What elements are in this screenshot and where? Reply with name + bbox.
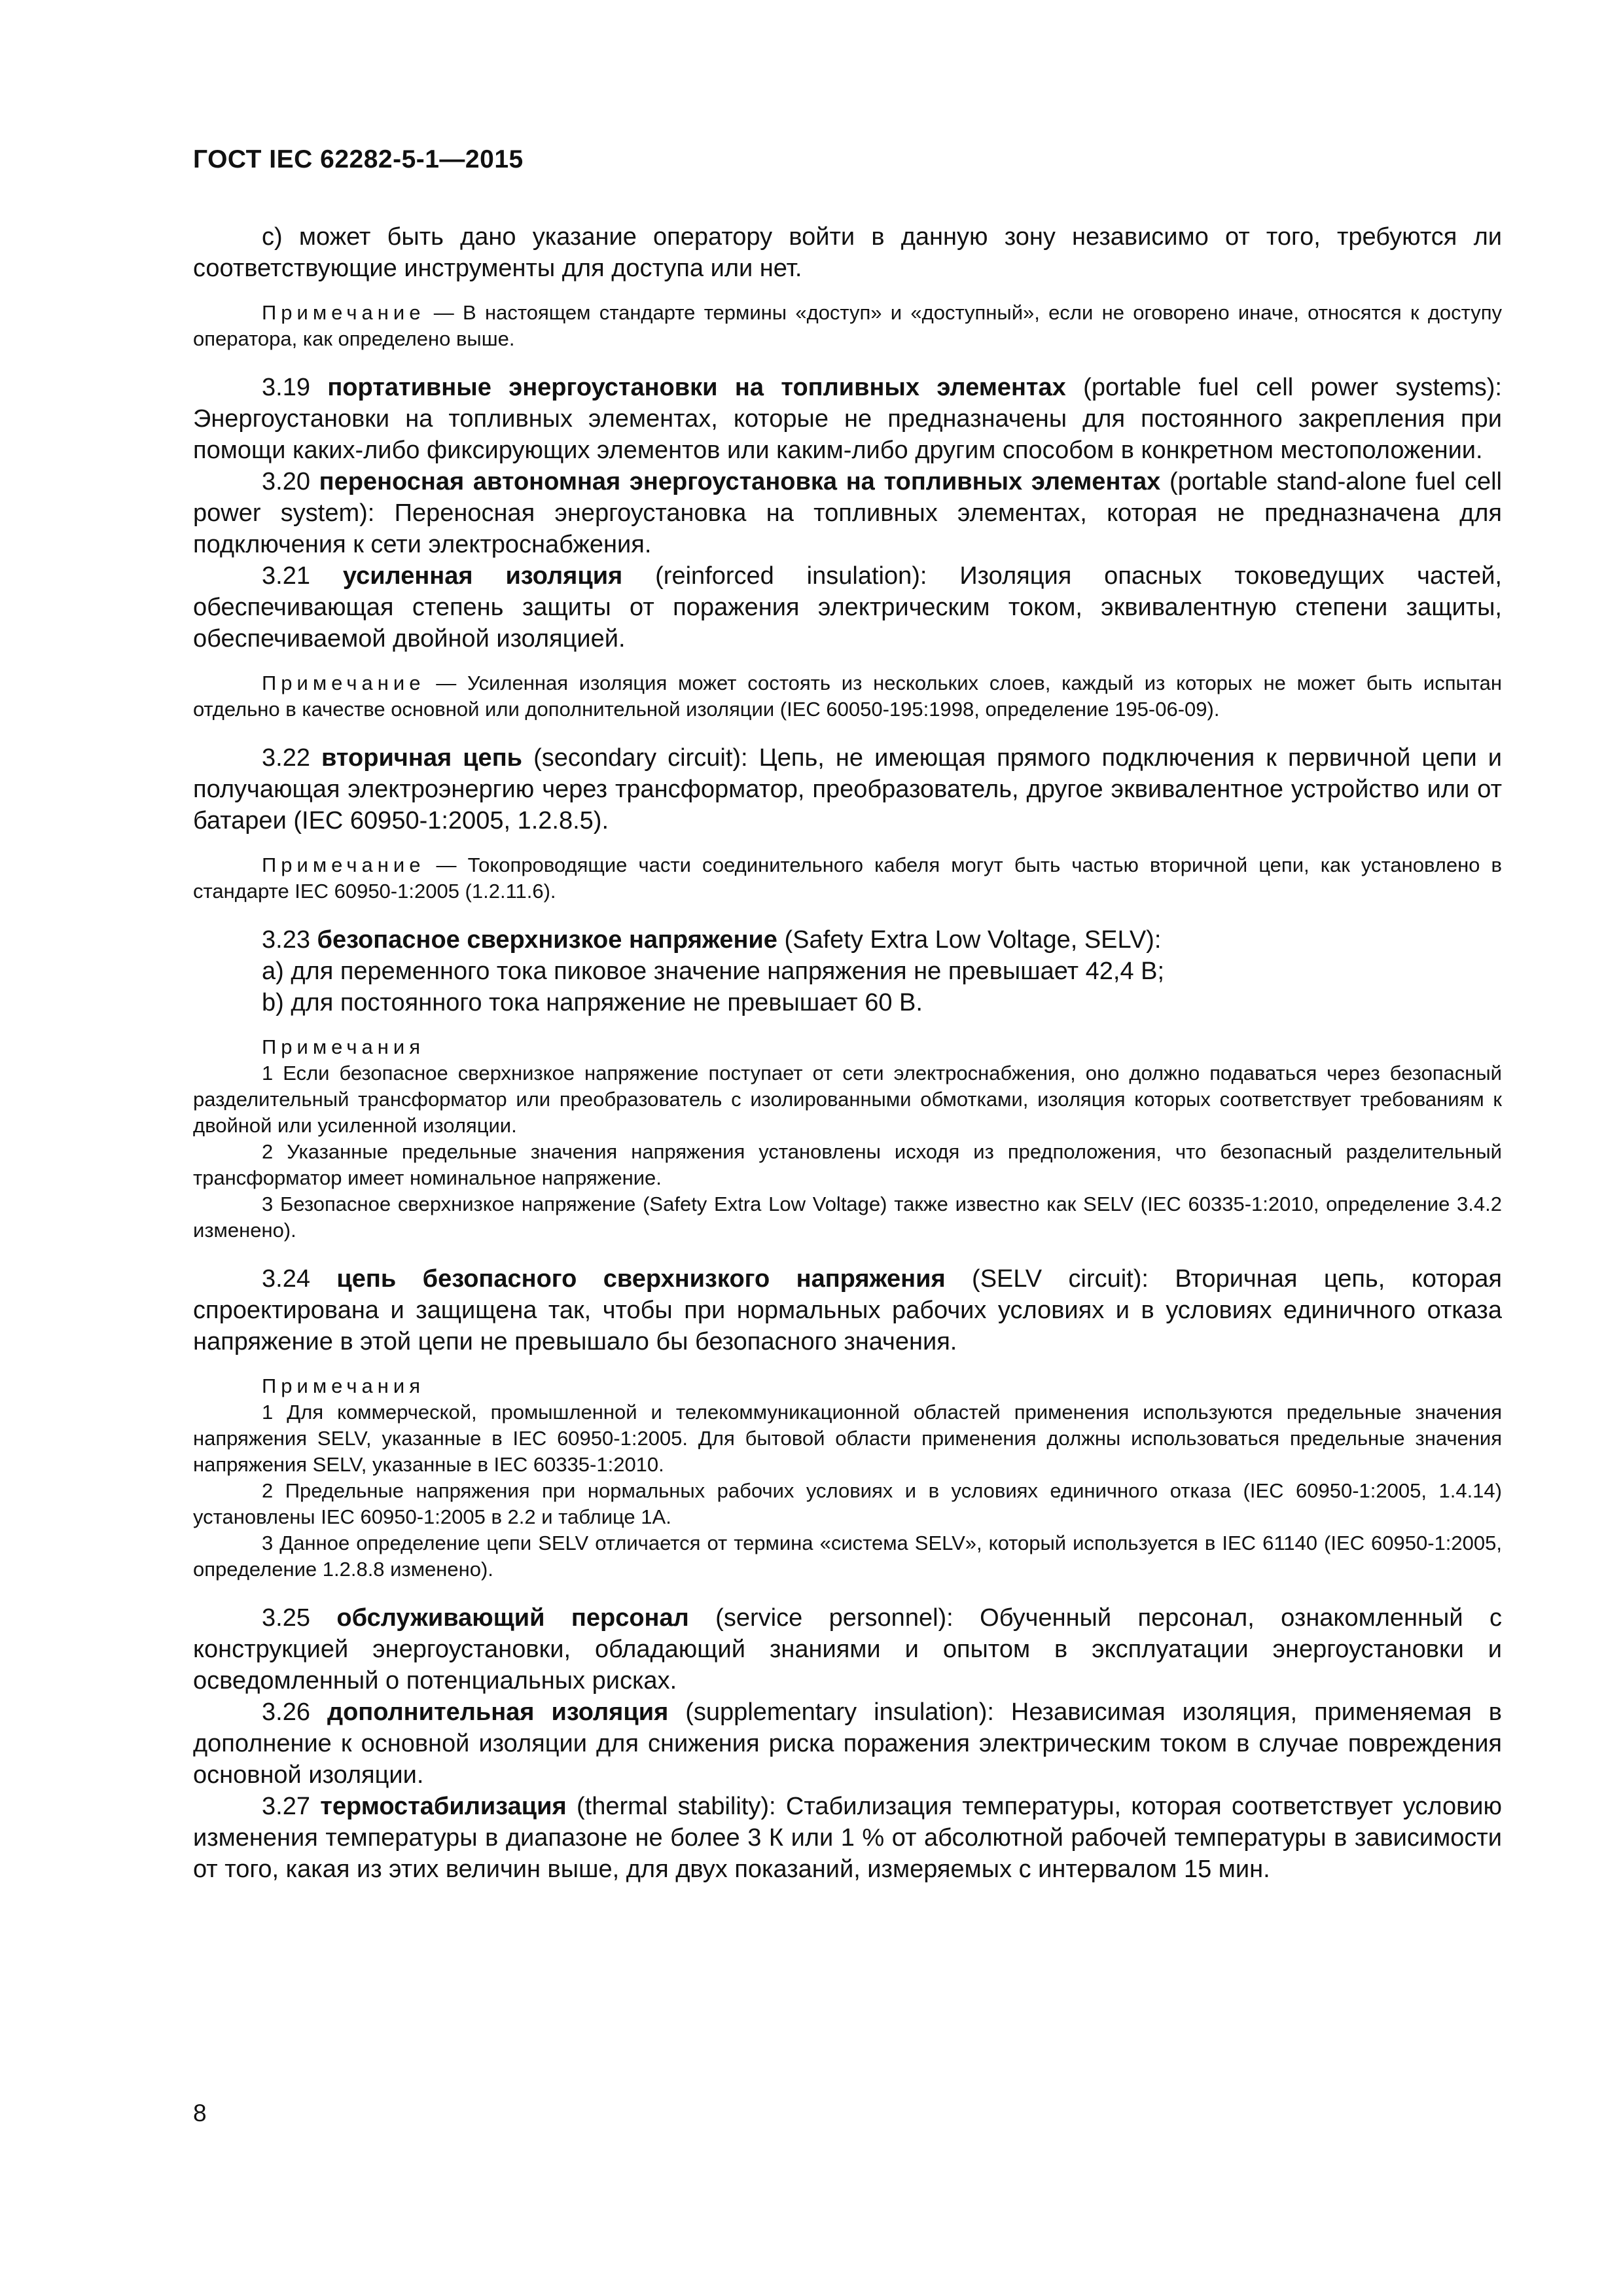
term-definition: (portable fuel cell power systems): Энергоустановки на топливных элементах, которые не предназначены для постоянного закрепления при помощи каких-либо фиксирующих элементов или каким-либо другим способом в конкретном местоположении. — [193, 374, 1502, 464]
term-3-25 — [193, 1602, 1502, 1696]
term-title: дополнительная изоляция — [327, 1698, 669, 1726]
term-definition: (supplementary insulation): Независимая изоляция, применяемая в дополнение к основной изоляции для снижения риска поражения электрическим током в случае повреждения основной изоляции. — [193, 1698, 1502, 1789]
term-title: усиленная изоляция — [342, 562, 623, 590]
note-label: Примечание — [262, 853, 425, 876]
notes-5-label — [193, 1373, 1502, 1399]
term-number: 3.21 — [262, 562, 343, 590]
term-number: 3.22 — [262, 744, 322, 772]
note-label: Примечание — [262, 301, 425, 324]
term-title: обслуживающий персонал — [336, 1604, 689, 1632]
term-3-20 — [193, 466, 1502, 560]
notes-5-item-3: 3 Данное определение цепи SELV отличается от термина «система SELV», который используется в IEC 61140 (IEC 60950-1:2005, определение 1.2.8.8 изменено). — [193, 1532, 1502, 1581]
term-3-22 — [193, 742, 1502, 836]
term-number: 3.25 — [262, 1604, 337, 1632]
term-title: переносная автономная энергоустановка на топливных элементах — [319, 468, 1161, 495]
term-3-21 — [193, 560, 1502, 655]
term-number: 3.24 — [262, 1265, 337, 1293]
note-text: — Токопроводящие части соединительного кабеля могут быть частью вторичной цепи, как установлено в стандарте IEC 60950-1:2005 (1.2.11.6). — [193, 853, 1502, 903]
note-2 — [193, 670, 1502, 723]
notes-4-label — [193, 1034, 1502, 1060]
page-number: 8 — [193, 2100, 207, 2126]
term-3-23-item-b: b) для постоянного тока напряжение не превышает 60 В. — [262, 989, 923, 1016]
note-3 — [193, 852, 1502, 905]
term-title: цепь безопасного сверхнизкого напряжения — [336, 1265, 946, 1293]
note-text: — В настоящем стандарте термины «доступ» и «доступный», если не оговорено иначе, относятся к доступу оператора, как определено выше. — [193, 301, 1502, 350]
notes-4-item-1: 1 Если безопасное сверхнизкое напряжение поступает от сети электроснабжения, оно должно подаваться через безопасный разделительный трансформатор или преобразователь с изолированными обмотками, изоляция которых соответствует требованиям к двойной или усиленной изоляции. — [193, 1062, 1502, 1137]
document-body — [193, 221, 1502, 1885]
notes-5-item-2: 2 Предельные напряжения при нормальных рабочих условиях и в условиях единичного отказа (IEC 60950-1:2005, 1.4.14) установлены IEC 60950-1:2005 в 2.2 и таблице 1А. — [193, 1479, 1502, 1528]
notes-4-item-3: 3 Безопасное сверхнизкое напряжение (Safety Extra Low Voltage) также известно как SELV (IEC 60335-1:2010, определение 3.4.2 изменено). — [193, 1193, 1502, 1242]
term-title: термостабилизация — [320, 1793, 567, 1820]
term-number: 3.26 — [262, 1698, 327, 1726]
notes-label: Примечания — [262, 1374, 425, 1397]
note-1 — [193, 300, 1502, 352]
note-text: — Усиленная изоляция может состоять из нескольких слоев, каждый из которых не может быть испытан отдельно в качестве основной или дополнительной изоляции (IEC 60050-195:1998, определение 195-06-09). — [193, 672, 1502, 721]
term-3-23-item-a: a) для переменного тока пиковое значение напряжения не превышает 42,4 В; — [262, 958, 1165, 985]
term-definition: (SELV circuit): Вторичная цепь, которая спроектирована и защищена так, чтобы при нормальных рабочих условиях и в условиях единичного отказа напряжение в этой цепи не превышало бы безопасного значения. — [193, 1265, 1502, 1355]
document-page — [193, 0, 1502, 2296]
term-definition: (portable stand-alone fuel cell power system): Переносная энергоустановка на топливных элементах, которая не предназначена для подключения к сети электроснабжения. — [193, 468, 1502, 558]
term-3-23 — [193, 924, 1502, 956]
term-definition: (Safety Extra Low Voltage, SELV): — [777, 926, 1162, 954]
term-definition: (secondary circuit): Цепь, не имеющая прямого подключения к первичной цепи и получающая электроэнергию через трансформатор, преобразователь, другое эквивалентное устройство или от батареи (IEC 60950-1:2005, 1.2.8.5). — [193, 744, 1503, 834]
term-3-19 — [193, 372, 1502, 466]
notes-5-item-1: 1 Для коммерческой, промышленной и телекоммуникационной областей применения используются предельные значения напряжения SELV, указанные в IEC 60950-1:2005. Для бытовой области применения должны использоваться предельные значения напряжения SELV, указанные в IEC 60335-1:2010. — [193, 1401, 1502, 1476]
term-number: 3.27 — [262, 1793, 321, 1820]
term-definition: (thermal stability): Стабилизация температуры, которая соответствует условию изменения температуры в диапазоне не более 3 К или 1 % от абсолютной рабочей температуры в зависимости от того, какая из этих величин выше, для двух показаний, измеряемых с интервалом 15 мин. — [193, 1793, 1502, 1883]
notes-4-item-2: 2 Указанные предельные значения напряжения установлены исходя из предположения, что безопасный разделительный трансформатор имеет номинальное напряжение. — [193, 1140, 1502, 1189]
term-definition: (service personnel): Обученный персонал, ознакомленный с конструкцией энергоустановки, обладающий знаниями и опытом в эксплуатации энергоустановки и осведомленный о потенциальных рисках. — [193, 1604, 1502, 1695]
term-number: 3.19 — [262, 374, 328, 401]
term-definition: (reinforced insulation): Изоляция опасных токоведущих частей, обеспечивающая степень защиты от поражения электрическим током, эквивалентную степени защиты, обеспечиваемой двойной изоляцией. — [193, 562, 1502, 653]
note-label: Примечание — [262, 672, 425, 694]
term-number: 3.20 — [262, 468, 319, 495]
term-title: вторичная цепь — [321, 744, 523, 772]
term-3-27 — [193, 1791, 1502, 1885]
notes-label: Примечания — [262, 1035, 425, 1058]
document-code-header: ГОСТ IEC 62282-5-1—2015 — [193, 145, 524, 173]
term-title: безопасное сверхнизкое напряжение — [317, 926, 777, 954]
term-3-26 — [193, 1696, 1502, 1791]
paragraph-c: с) может быть дано указание оператору войти в данную зону независимо от того, требуются ли соответствующие инструменты для доступа или нет. — [193, 223, 1502, 282]
term-title: портативные энергоустановки на топливных элементах — [327, 374, 1066, 401]
term-3-24 — [193, 1263, 1502, 1357]
term-number: 3.23 — [262, 926, 317, 954]
